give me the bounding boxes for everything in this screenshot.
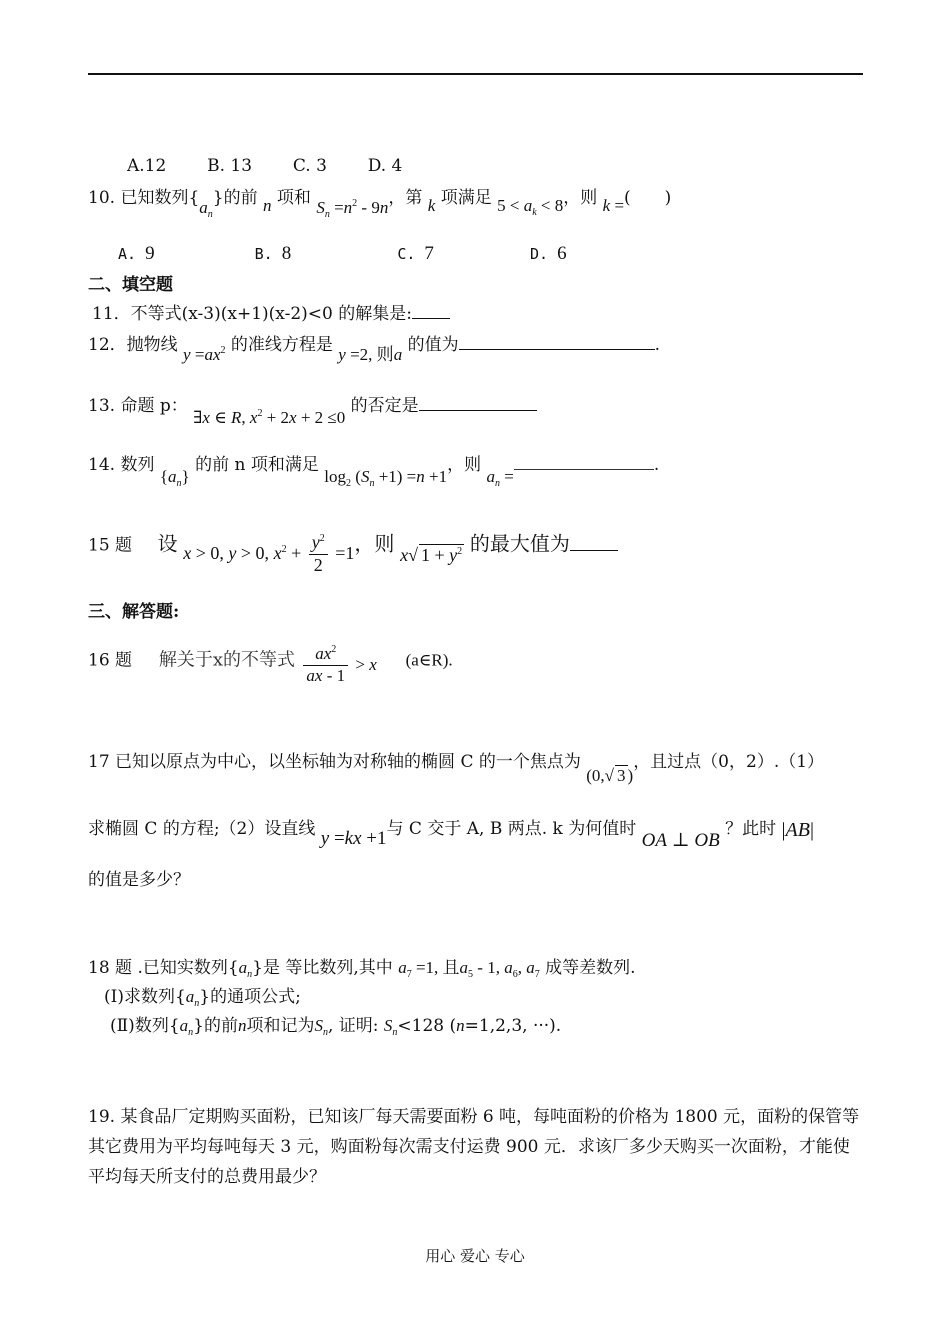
q10-seq-an: $a_n$: [199, 198, 213, 220]
q12-period: .: [654, 335, 660, 355]
q15-text: ，则: [354, 531, 395, 556]
q12-directrix: y =2, 则a: [338, 345, 403, 364]
q11-text: 11．不等式(x-3)(x+1)(x-2)<0 的解集是:: [92, 304, 412, 324]
section-answer: 三、解答题:: [88, 602, 180, 622]
q14-formula: $\log_2 (S_n +1) =n +1$: [324, 467, 448, 489]
q17-ab: |AB|: [781, 819, 814, 841]
q12: [88, 335, 660, 364]
q15-text: 的最大值为: [469, 531, 570, 556]
q17-text: ？此时: [725, 819, 777, 839]
q13-formula: ∃x ∈ R, $x^2 + 2x + 2 \le 0$: [193, 408, 346, 427]
q19: 19. 某食品厂定期购买面粉，已知该厂每天需要面粉 6 吨，每吨面粉的价格为 1800 元，面粉的保管等其它费用为平均每吨每天 3 元，购面粉每次需支付运费 900 元．求该厂多少天购买一次面粉，才能使平均每天所支付的总费用最少？: [88, 1107, 860, 1187]
q17-line-eq: y =kx +1: [320, 828, 387, 849]
q18-text: }的前: [193, 1016, 238, 1036]
q13-text: 的否定是: [350, 396, 419, 416]
q10-text: ，则: [563, 188, 598, 208]
q10-options: [118, 243, 567, 266]
q10-option-c-value: 7: [424, 243, 434, 264]
q11-blank: [412, 304, 450, 319]
q17-text: 17 已知以原点为中心，以坐标轴为对称轴的椭圆 C 的一个焦点为: [88, 752, 581, 772]
q9-options: [127, 156, 402, 176]
q10-formula-sn: $S_n =n^2 - 9n$: [316, 198, 389, 220]
q10-option-c: C.: [397, 245, 416, 263]
q15: [88, 524, 618, 575]
q12-text: 的准线方程是: [230, 335, 333, 355]
q10-option-a: A.: [118, 245, 137, 263]
q13: [88, 396, 537, 427]
q10-text: 项和: [276, 188, 311, 208]
q17-text: 的值是多少？: [88, 870, 190, 890]
q9-option-c: C. 3: [292, 156, 327, 176]
q10-n: n: [263, 196, 272, 215]
q10-option-b: B.: [254, 245, 273, 263]
q10-stem: [88, 188, 672, 220]
q18-part2: (Ⅱ)数列$\{a_n\}$的前n项和记为$S_n$, 证明: $S_n<128$ (n=1,2,3, ···).: [110, 1016, 562, 1038]
q10-option-d: D.: [529, 245, 549, 263]
q14-period: .: [653, 455, 660, 475]
q18-text: 成等差数列.: [545, 958, 636, 978]
q18-text: 18 题 .已知实数列{: [88, 958, 239, 978]
q18-conditions: $a_7 =1$, 且$a_5 - 1$, $a_6$, $a_7$: [398, 958, 540, 980]
q12-blank: [459, 335, 655, 350]
q18-text: (Ⅰ)求数列{: [104, 987, 186, 1007]
q18-text: 项和记为: [246, 1016, 315, 1036]
q15-text: 设: [157, 531, 178, 556]
section-fill-in-blank: 二、填空题: [88, 275, 173, 295]
q16-text: 解关于x的不等式: [158, 649, 296, 671]
q10-option-d-value: 6: [557, 243, 567, 264]
q11: [92, 304, 450, 324]
q17-perp: OA ⊥ OB: [641, 830, 720, 851]
q15-number: 15 题: [88, 535, 133, 556]
q12-formula: $y =ax^2$: [183, 345, 226, 364]
q14-an: $a_n$ =: [486, 467, 514, 489]
q18-text: }的通项公式;: [199, 987, 301, 1007]
q10-text: 已知数列{: [120, 188, 200, 208]
q18-text: (Ⅱ)数列{: [110, 1016, 180, 1036]
q17-text: 求椭圆 C 的方程;（2）设直线: [88, 819, 316, 839]
q10-number: 10.: [88, 188, 116, 208]
footer: 用心 爱心 专心: [425, 1247, 525, 1265]
q14-text: 的前 n 项和满足: [195, 455, 319, 475]
q14-text: 14. 数列: [88, 455, 155, 475]
q18-line1: 18 题 .已知实数列$\{a_n\}$是 等比数列,其中 $a_7 =1$, 且$a_5 - 1$, $a_6$, $a_7$ 成等差数列.: [88, 958, 636, 980]
q17-line2: [88, 816, 814, 851]
q10-text: ，第: [388, 188, 423, 208]
q18-text: =1,2,3, ···).: [464, 1016, 562, 1036]
q14: [88, 455, 660, 489]
q18-text: <128 (: [397, 1016, 457, 1036]
q18-text: , 证明:: [327, 1016, 379, 1036]
q9-option-b: B. 13: [207, 156, 253, 176]
q15-condition: x > 0, y > 0, $x^2$ + $\frac{y^2}{2}$ =1: [183, 532, 355, 575]
q16-domain: (a∈R).: [405, 650, 453, 670]
q10-paren: ( ): [624, 188, 672, 208]
q17-line3: [88, 870, 190, 890]
q18-text: }是 等比数列,其中: [252, 958, 393, 978]
q9-option-a: A.12: [127, 156, 167, 176]
q10-k-eq: k =: [602, 196, 625, 215]
q10-k: k: [427, 196, 436, 215]
header-rule: [88, 73, 863, 75]
q17-focus: (0,√ 3 ): [586, 766, 634, 785]
q10-option-b-value: 8: [281, 243, 292, 264]
q13-blank: [419, 396, 537, 411]
q10-text: }的前: [212, 188, 258, 208]
q10-option-a-value: 9: [145, 243, 155, 264]
q15-blank: [570, 536, 618, 551]
q17-text: 与 C 交于 A, B 两点. k 为何值时: [386, 819, 637, 839]
q9-option-d: D. 4: [367, 156, 403, 176]
q17-line1: [88, 751, 825, 785]
q10-text: 项满足: [440, 188, 492, 208]
q16: [88, 640, 453, 685]
q12-text: 的值为: [407, 335, 459, 355]
q14-blank: [514, 455, 654, 470]
q15-expression: x√ $1 + y^2$: [400, 544, 463, 565]
q16-number: 16 题: [88, 650, 133, 671]
q16-formula: $\frac{ax^2}{ax - 1}$ > x: [300, 655, 376, 675]
q13-text: 13. 命题 p：: [88, 396, 188, 416]
q18-part1: (Ⅰ)求数列$\{a_n\}$的通项公式;: [104, 987, 301, 1009]
q14-text: ，则: [447, 455, 482, 475]
q12-text: 12．抛物线: [88, 335, 178, 355]
q14-seq: $\{a_n\}$: [159, 467, 190, 489]
q17-text: ，且过点（0，2）.（1）: [633, 752, 825, 772]
q10-condition: $5 < a_k < 8$: [497, 196, 564, 218]
